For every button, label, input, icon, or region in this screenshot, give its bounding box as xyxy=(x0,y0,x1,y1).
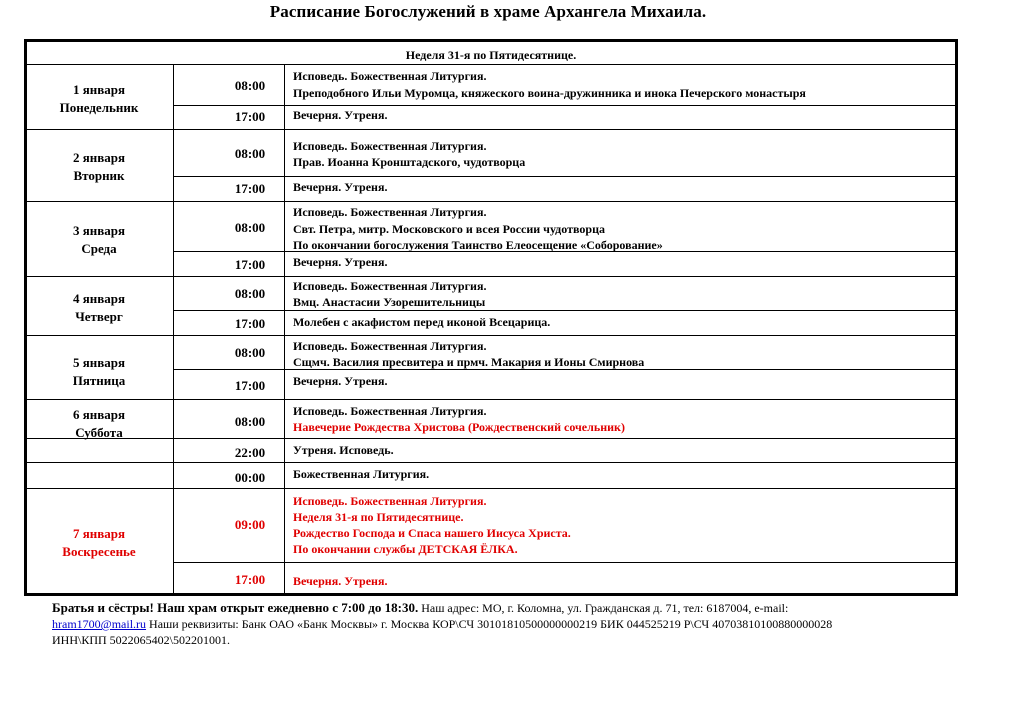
service-time: 00:00 xyxy=(234,470,266,485)
service-line: Исповедь. Божественная Литургия. xyxy=(293,494,487,508)
day-label: 3 января Среда xyxy=(72,223,126,256)
service-line: Исповедь. Божественная Литургия. xyxy=(293,139,487,153)
service-line: По окончании богослужения Таинство Елеосещение «Соборование» xyxy=(293,238,663,252)
service-line: Навечерие Рождества Христова (Рождественский сочельник) xyxy=(293,420,625,434)
service-line: Вечерня. Утреня. xyxy=(293,374,388,388)
service-line: Рождество Господа и Спаса нашего Иисуса Христа. xyxy=(293,526,571,540)
schedule-table xyxy=(24,39,958,596)
divider xyxy=(27,64,955,65)
service-line: По окончании службы ДЕТСКАЯ ЁЛКА. xyxy=(293,542,518,556)
week-header: Неделя 31-я по Пятидесятнице. xyxy=(405,48,577,62)
day-label: 1 января Понедельник xyxy=(59,82,139,115)
footer-opening-hours: Братья и сёстры! Наш храм открыт ежедневно с 7:00 до 18:30. xyxy=(52,600,419,615)
service-time: 09:00 xyxy=(234,517,266,532)
service-time: 08:00 xyxy=(234,286,266,301)
footer-inn: ИНН\КПП 5022065402\502201001. xyxy=(52,633,231,647)
service-line: Божественная Литургия. xyxy=(293,467,430,481)
divider xyxy=(173,65,174,594)
service-line: Неделя 31-я по Пятидесятнице. xyxy=(293,510,464,524)
service-line: Прав. Иоанна Кронштадского, чудотворца xyxy=(293,155,526,169)
page-title: Расписание Богослужений в храме Архангела Михаила. xyxy=(269,2,707,21)
footer xyxy=(52,600,952,648)
service-time: 08:00 xyxy=(234,414,266,429)
day-label: 4 января Четверг xyxy=(72,291,126,324)
service-time: 08:00 xyxy=(234,78,266,93)
service-time: 17:00 xyxy=(234,257,266,272)
service-line: Сщмч. Василия пресвитера и прмч. Макария и Ионы Смирнова xyxy=(293,355,645,369)
service-time: 17:00 xyxy=(234,181,266,196)
service-line: Вмц. Анастасии Узорешительницы xyxy=(293,295,486,309)
service-time: 08:00 xyxy=(234,146,266,161)
service-line: Вечерня. Утреня. xyxy=(293,255,388,269)
day-label: 2 января Вторник xyxy=(72,150,126,183)
service-line: Вечерня. Утреня. xyxy=(293,108,388,122)
service-time: 17:00 xyxy=(234,316,266,331)
service-time: 22:00 xyxy=(234,445,266,460)
day-label: 7 января Воскресенье xyxy=(62,526,136,559)
service-line: Исповедь. Божественная Литургия. xyxy=(293,339,487,353)
service-line: Свт. Петра, митр. Московского и всея России чудотворца xyxy=(293,222,605,236)
service-line: Исповедь. Божественная Литургия. xyxy=(293,69,487,83)
footer-bank-details: Наши реквизиты: Банк ОАО «Банк Москвы» г. Москва КОР\СЧ 30101810500000000219 БИК 044525219 Р\СЧ 40703810100880000028 xyxy=(149,617,833,631)
service-line: Молебен с акафистом перед иконой Всецарица. xyxy=(293,315,551,329)
service-time: 08:00 xyxy=(234,220,266,235)
service-line: Преподобного Ильи Муромца, княжеского воина-дружинника и инока Печерского монастыря xyxy=(293,86,806,100)
service-line: Вечерня. Утреня. xyxy=(293,180,388,194)
divider xyxy=(955,65,956,594)
service-line: Утреня. Исповедь. xyxy=(293,443,394,457)
service-time: 08:00 xyxy=(234,345,266,360)
service-line: Вечерня. Утреня. xyxy=(293,574,388,588)
day-label: 6 января Суббота xyxy=(72,407,126,440)
service-line: Исповедь. Божественная Литургия. xyxy=(293,404,487,418)
service-line: Исповедь. Божественная Литургия. xyxy=(293,279,487,293)
service-line: Исповедь. Божественная Литургия. xyxy=(293,205,487,219)
service-time: 17:00 xyxy=(234,109,266,124)
footer-address: Наш адрес: МО, г. Коломна, ул. Гражданская д. 71, тел: 6187004, e-mail: xyxy=(421,601,789,615)
day-label: 5 января Пятница xyxy=(72,355,126,388)
email-link[interactable]: hram1700@mail.ru xyxy=(52,617,147,631)
service-time: 17:00 xyxy=(234,572,266,587)
service-time: 17:00 xyxy=(234,378,266,393)
